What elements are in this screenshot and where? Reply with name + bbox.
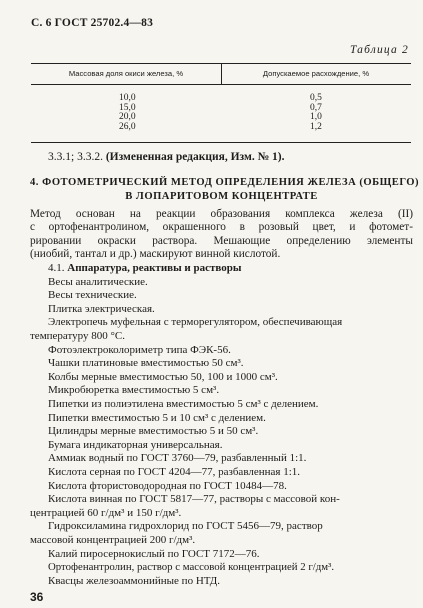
table-column-header: Массовая доля окиси железа, %: [68, 69, 184, 78]
table-cell: 20,0: [119, 112, 136, 123]
amendment-note: (Измененная редакция, Изм. № 1).: [105, 151, 285, 163]
list-item: Пипетки вместимостью 5 и 10 см³ с делением.: [48, 412, 266, 424]
list-item: Фотоэлектроколориметр типа ФЭК-56.: [48, 344, 231, 356]
list-item: Колбы мерные вместимостью 50, 100 и 1000 см³.: [48, 371, 278, 383]
list-item: Гидроксиламина гидрохлорид по ГОСТ 5456—79, раствор: [48, 520, 323, 532]
list-item: Аммиак водный по ГОСТ 3760—79, разбавленный 1:1.: [48, 452, 307, 464]
list-item: Ортофенантролин, раствор с массовой концентрацией 2 г/дм³.: [48, 561, 335, 573]
list-item: Чашки платиновые вместимостью 50 см³.: [48, 357, 244, 369]
subsection-heading: [48, 262, 242, 274]
list-item: Квасцы железоаммонийные по НТД.: [48, 575, 221, 587]
amendment-reference: [48, 151, 284, 163]
list-item: Кислота винная по ГОСТ 5817—77, растворы с массовой кон-: [48, 493, 340, 505]
section-title-line: 4. ФОТОМЕТРИЧЕСКИЙ МЕТОД ОПРЕДЕЛЕНИЯ ЖЕЛЕЗА (ОБЩЕГО): [30, 177, 420, 188]
intro-line: Метод основан на реакции образования комплекса железа (II): [30, 208, 413, 220]
list-item: Весы технические.: [48, 289, 137, 301]
subsection-title: Аппаратура, реактивы и растворы: [67, 262, 242, 274]
table-title: Таблица 2: [349, 44, 409, 56]
list-item: центрацией 60 г/дм³ и 150 г/дм³.: [30, 507, 182, 519]
table-column-values: [310, 94, 322, 132]
table-cell: 0,7: [310, 102, 322, 113]
list-item: Кислота фтористоводородная по ГОСТ 10484—78.: [48, 480, 287, 492]
list-item: Весы аналитические.: [48, 276, 148, 288]
table-cell: 0,5: [310, 93, 322, 103]
table-divider: [31, 84, 411, 85]
intro-line: рировании окраски раствора. Мешающие определению элементы: [30, 235, 413, 247]
table-column-values: [119, 94, 136, 132]
table-divider: [221, 64, 222, 84]
table-cell: 10,0: [119, 93, 136, 103]
section-title-line: В ЛОПАРИТОВОМ КОНЦЕНТРАТЕ: [125, 191, 318, 202]
page-header: С. 6 ГОСТ 25702.4—83: [31, 17, 154, 29]
list-item: Электропечь муфельная с терморегулятором, обеспечивающая: [48, 316, 343, 328]
list-item: температуру 800 °С.: [30, 330, 126, 342]
table-column-header: Допускаемое расхождение, %: [262, 69, 370, 78]
amendment-clauses: 3.3.1; 3.3.2.: [48, 151, 106, 163]
list-item: Микробюретка вместимостью 5 см³.: [48, 384, 220, 396]
list-item: Калий пиросернокислый по ГОСТ 7172—76.: [48, 548, 260, 560]
list-item: Плитка электрическая.: [48, 303, 155, 315]
intro-line: с ортофенантролином, окрашенного в розовый цвет, и фотомет-: [30, 221, 413, 233]
list-item: массовой концентрацией 200 г/дм³.: [30, 534, 196, 546]
data-table: [31, 63, 411, 143]
table-cell: 1,0: [310, 112, 322, 123]
list-item: Пипетки из полиэтилена вместимостью 5 см³ с делением.: [48, 398, 319, 410]
list-item: Цилиндры мерные вместимостью 5 и 50 см³.: [48, 425, 259, 437]
list-item: Кислота серная по ГОСТ 4204—77, разбавленная 1:1.: [48, 466, 301, 478]
table-cell: 26,0: [119, 121, 136, 132]
intro-line: (ниобий, тантал и др.) маскируют винной кислотой.: [30, 248, 281, 260]
page-number: 36: [30, 590, 44, 604]
subsection-number: 4.1.: [48, 262, 68, 274]
table-cell: 1,2: [310, 121, 322, 132]
table-cell: 15,0: [119, 102, 136, 113]
list-item: Бумага индикаторная универсальная.: [48, 439, 223, 451]
